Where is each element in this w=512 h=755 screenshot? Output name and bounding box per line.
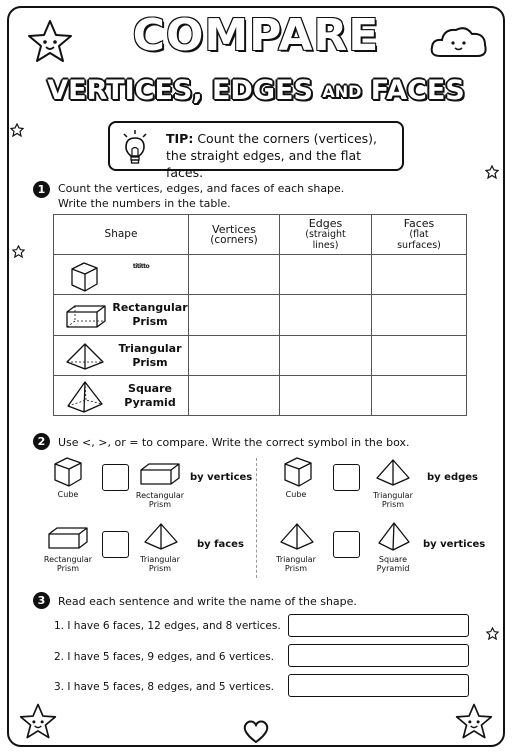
left-shape-label-1: Triangular xyxy=(276,555,316,564)
sentence-3: 3. I have 5 faces, 8 edges, and 5 vertices. xyxy=(54,681,275,693)
col-edges-sub-2: lines) xyxy=(312,240,339,252)
section-2-number: 2 xyxy=(33,433,50,450)
shape-name-line-1: Rectangular xyxy=(112,301,188,315)
shape-name-line-1: Square xyxy=(128,381,172,395)
section-3-number: 3 xyxy=(33,592,50,609)
faces-answer-cell[interactable] xyxy=(372,255,467,295)
col-vertices-sub: (corners) xyxy=(210,233,258,246)
vertices-answer-cell[interactable] xyxy=(189,375,280,415)
compare-answer-box[interactable] xyxy=(333,531,360,558)
right-shape-label xyxy=(130,555,190,573)
answer-field-3[interactable] xyxy=(288,674,469,697)
table-row xyxy=(54,375,467,415)
star-icon xyxy=(486,627,499,640)
edges-answer-cell[interactable] xyxy=(280,375,372,415)
instruction-line-1: Count the vertices, edges, and faces of each shape. xyxy=(58,182,345,195)
compare-answer-box[interactable] xyxy=(102,464,129,491)
instruction-line-2: Write the numbers in the table. xyxy=(58,197,231,210)
shape-cell xyxy=(54,295,189,335)
tip-box xyxy=(108,121,404,180)
right-shape-label-2: Pyramid xyxy=(376,564,410,573)
col-faces-sub-1: (flat xyxy=(409,229,429,241)
shape-name-line-2: Prism xyxy=(132,355,168,369)
section-3-instruction: Read each sentence and write the name of the shape. xyxy=(58,595,357,608)
page-title: COMPARE xyxy=(132,10,380,61)
right-shape-label-2: Prism xyxy=(148,500,172,509)
answer-field-1[interactable] xyxy=(288,614,469,637)
rectangular-prism-icon xyxy=(139,461,181,487)
section-1-number: 1 xyxy=(33,181,50,198)
right-shape-label-2: Prism xyxy=(381,500,405,509)
col-edges xyxy=(280,215,372,255)
section-1-instruction xyxy=(58,181,344,211)
faces-answer-cell[interactable] xyxy=(372,375,467,415)
triangular-prism-icon xyxy=(279,522,315,552)
shape-cell xyxy=(54,375,189,415)
col-vertices-label: Vertices xyxy=(212,222,256,236)
left-shape-label: Cube xyxy=(285,490,307,499)
tip-line-2: the straight edges, and the flat faces. xyxy=(166,148,362,180)
col-faces xyxy=(372,215,467,255)
compare-criterion: by faces xyxy=(197,539,244,550)
section-2-instruction: Use <, >, or = to compare. Write the correct symbol in the box. xyxy=(58,436,410,449)
shape-cell xyxy=(54,335,189,375)
shape-name xyxy=(112,382,188,410)
right-shape-label xyxy=(363,555,423,573)
compare-criterion: by vertices xyxy=(190,472,253,483)
rectangular-prism-icon xyxy=(64,299,108,331)
triangular-prism-icon xyxy=(143,522,179,552)
subtitle-and: AND xyxy=(322,82,362,101)
subtitle-part-1: VERTICES, EDGES xyxy=(47,75,313,106)
compare-criterion: by vertices xyxy=(423,539,486,550)
shape-name-line-1: Triangular xyxy=(118,341,182,355)
left-shape-label-2: Prism xyxy=(284,564,308,573)
star-icon xyxy=(485,165,499,179)
shape-cell xyxy=(54,255,189,295)
page-subtitle xyxy=(0,75,512,106)
square-pyramid-icon xyxy=(376,521,412,553)
lightbulb-icon xyxy=(120,129,150,167)
count-table xyxy=(53,214,467,416)
subtitle-part-2: FACES xyxy=(370,75,465,106)
triangular-prism-icon xyxy=(375,458,411,488)
heart-icon xyxy=(241,717,271,745)
edges-answer-cell[interactable] xyxy=(280,295,372,335)
compare-divider xyxy=(256,458,257,578)
cube-icon xyxy=(281,456,315,488)
answer-field-2[interactable] xyxy=(288,644,469,667)
star-icon xyxy=(10,123,24,137)
cube-icon xyxy=(51,456,85,488)
right-shape-label-2: Prism xyxy=(148,564,172,573)
left-shape-label-1: Rectangular xyxy=(43,555,93,564)
triangular-prism-icon xyxy=(64,340,108,372)
col-shape-label: Shape xyxy=(104,228,138,241)
table-header-row xyxy=(54,215,467,255)
sentence-1: 1. I have 6 faces, 12 edges, and 8 vertices. xyxy=(54,620,281,632)
shape-name-line-2: Pyramid xyxy=(124,395,176,409)
compare-answer-box[interactable] xyxy=(102,531,129,558)
faces-answer-cell[interactable] xyxy=(372,335,467,375)
star-icon xyxy=(12,245,25,258)
col-vertices xyxy=(189,215,280,255)
col-faces-sub-2: surfaces) xyxy=(397,240,441,252)
shape-name xyxy=(112,342,188,370)
shape-name: tititto xyxy=(132,263,150,271)
left-shape-label xyxy=(266,555,326,573)
tip-line-1: Count the corners (vertices), xyxy=(197,131,377,146)
col-edges-sub-1: (straight xyxy=(305,229,346,241)
tip-label: TIP: xyxy=(166,131,194,146)
vertices-answer-cell[interactable] xyxy=(189,255,280,295)
right-shape-label-1: Square xyxy=(378,555,408,564)
cube-icon xyxy=(64,259,104,293)
vertices-answer-cell[interactable] xyxy=(189,295,280,335)
col-faces-label: Faces xyxy=(403,217,435,231)
right-shape-label-1: Triangular xyxy=(373,491,413,500)
right-shape-label-1: Rectangular xyxy=(135,491,185,500)
right-shape-label xyxy=(363,491,423,509)
vertices-answer-cell[interactable] xyxy=(189,335,280,375)
faces-answer-cell[interactable] xyxy=(372,295,467,335)
right-shape-label xyxy=(130,491,190,509)
table-row xyxy=(54,335,467,375)
left-shape-label: Cube xyxy=(57,490,79,499)
col-shape xyxy=(54,215,189,255)
edges-answer-cell[interactable] xyxy=(280,335,372,375)
sentence-2: 2. I have 5 faces, 9 edges, and 6 vertices. xyxy=(54,651,275,663)
table-row xyxy=(54,295,467,335)
rectangular-prism-icon xyxy=(47,525,89,551)
compare-answer-box[interactable] xyxy=(333,464,360,491)
smiling-star-icon xyxy=(454,702,494,740)
compare-criterion: by edges xyxy=(427,472,478,483)
left-shape-label xyxy=(38,555,98,573)
smiling-star-icon xyxy=(18,702,58,740)
table-row xyxy=(54,255,467,295)
shape-name xyxy=(112,301,188,329)
shape-name-line-2: Prism xyxy=(132,315,168,329)
edges-answer-cell[interactable] xyxy=(280,255,372,295)
col-edges-label: Edges xyxy=(308,217,343,231)
left-shape-label-2: Prism xyxy=(56,564,80,573)
square-pyramid-icon xyxy=(64,380,108,414)
right-shape-label-1: Triangular xyxy=(140,555,180,564)
